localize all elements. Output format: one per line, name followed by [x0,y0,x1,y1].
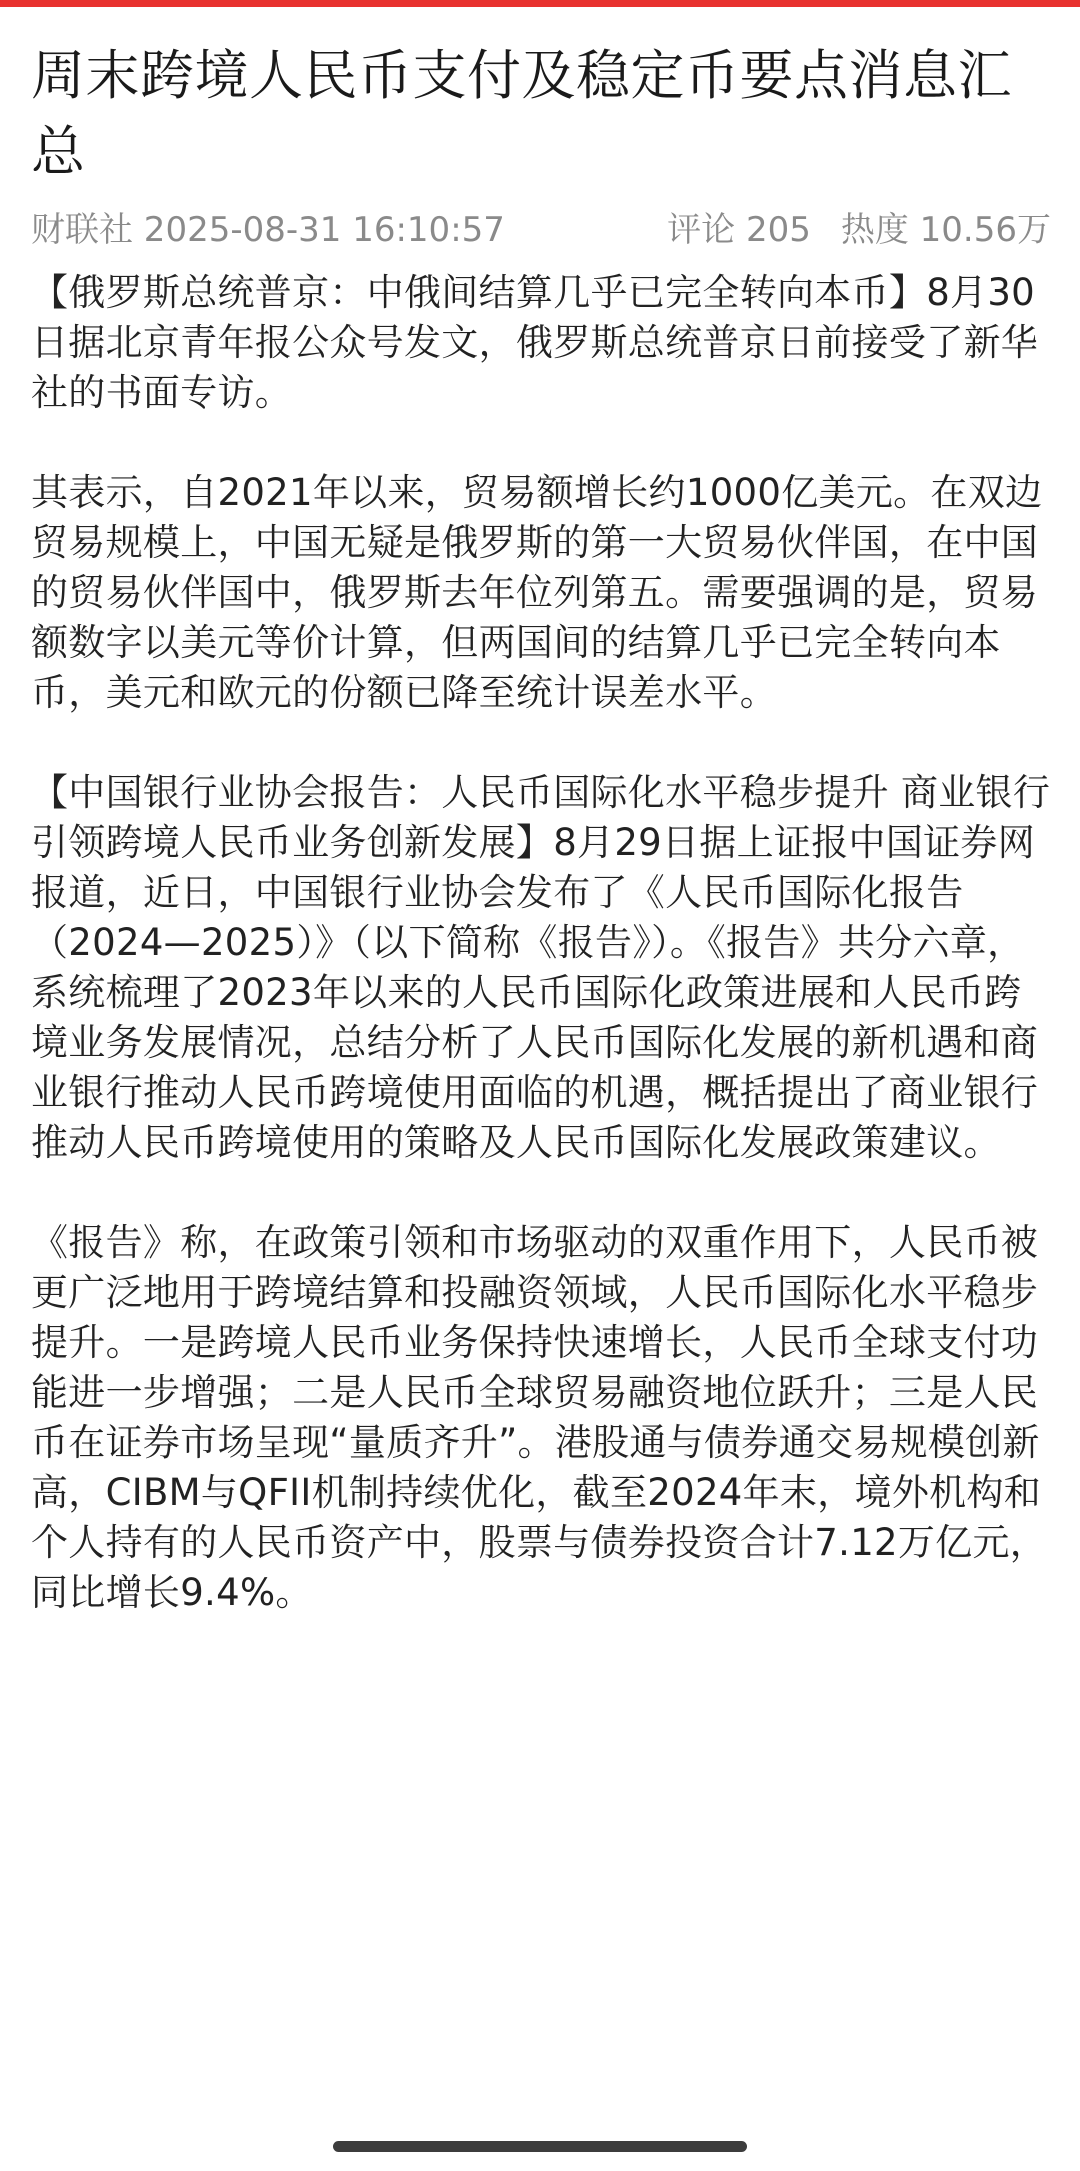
stats [667,204,1051,256]
paragraph-gap [31,718,1051,768]
paragraph: 【中国银行业协会报告：人民币国际化水平稳步提升 商业银行引领跨境人民币业务创新发展】8月29日据上证报中国证券网报道，近日，中国银行业协会发布了《人民币国际化报告（2024—2025）》（以下简称《报告》）。《报告》共分六章，系统梳理了2023年以来的人民币国际化政策进展和人民币跨境业务发展情况，总结分析了人民币国际化发展的新机遇和商业银行推动人民币跨境使用面临的机遇，概括提出了商业银行推动人民币跨境使用的策略及人民币国际化发展政策建议。 [31,771,1051,1164]
paragraph-gap [31,1168,1051,1218]
article-meta [31,204,1051,256]
paragraph-gap [31,418,1051,468]
heat-value: 热度 10.56万 [840,210,1051,250]
article-title: 周末跨境人民币支付及稳定币要点消息汇总 [31,44,1012,183]
top-accent-bar [0,0,1080,7]
comments-count[interactable]: 评论 205 [667,210,811,250]
paragraph: 其表示，自2021年以来，贸易额增长约1000亿美元。在双边贸易规模上，中国无疑是俄罗斯的第一大贸易伙伴国，在中国的贸易伙伴国中，俄罗斯去年位列第五。需要强调的是，贸易额数字以美元等价计算，但两国间的结算几乎已完全转向本币，美元和欧元的份额已降至统计误差水平。 [31,471,1043,714]
article [31,38,1051,1618]
source-datetime: 财联社 2025-08-31 16:10:57 [31,210,505,250]
paragraph: 《报告》称，在政策引领和市场驱动的双重作用下，人民币被更广泛地用于跨境结算和投融资领域，人民币国际化水平稳步提升。一是跨境人民币业务保持快速增长，人民币全球支付功能进一步增强；二是人民币全球贸易融资地位跃升；三是人民币在证券市场呈现“量质齐升”。港股通与债券通交易规模创新高，CIBM与QFII机制持续优化，截至2024年末，境外机构和个人持有的人民币资产中，股票与债券投资合计7.12万亿元，同比增长9.4%。 [31,1221,1048,1614]
article-body [31,268,1051,1618]
paragraph: 【俄罗斯总统普京：中俄间结算几乎已完全转向本币】8月30日据北京青年报公众号发文，俄罗斯总统普京日前接受了新华社的书面专访。 [31,271,1039,414]
home-indicator[interactable] [333,2141,747,2152]
